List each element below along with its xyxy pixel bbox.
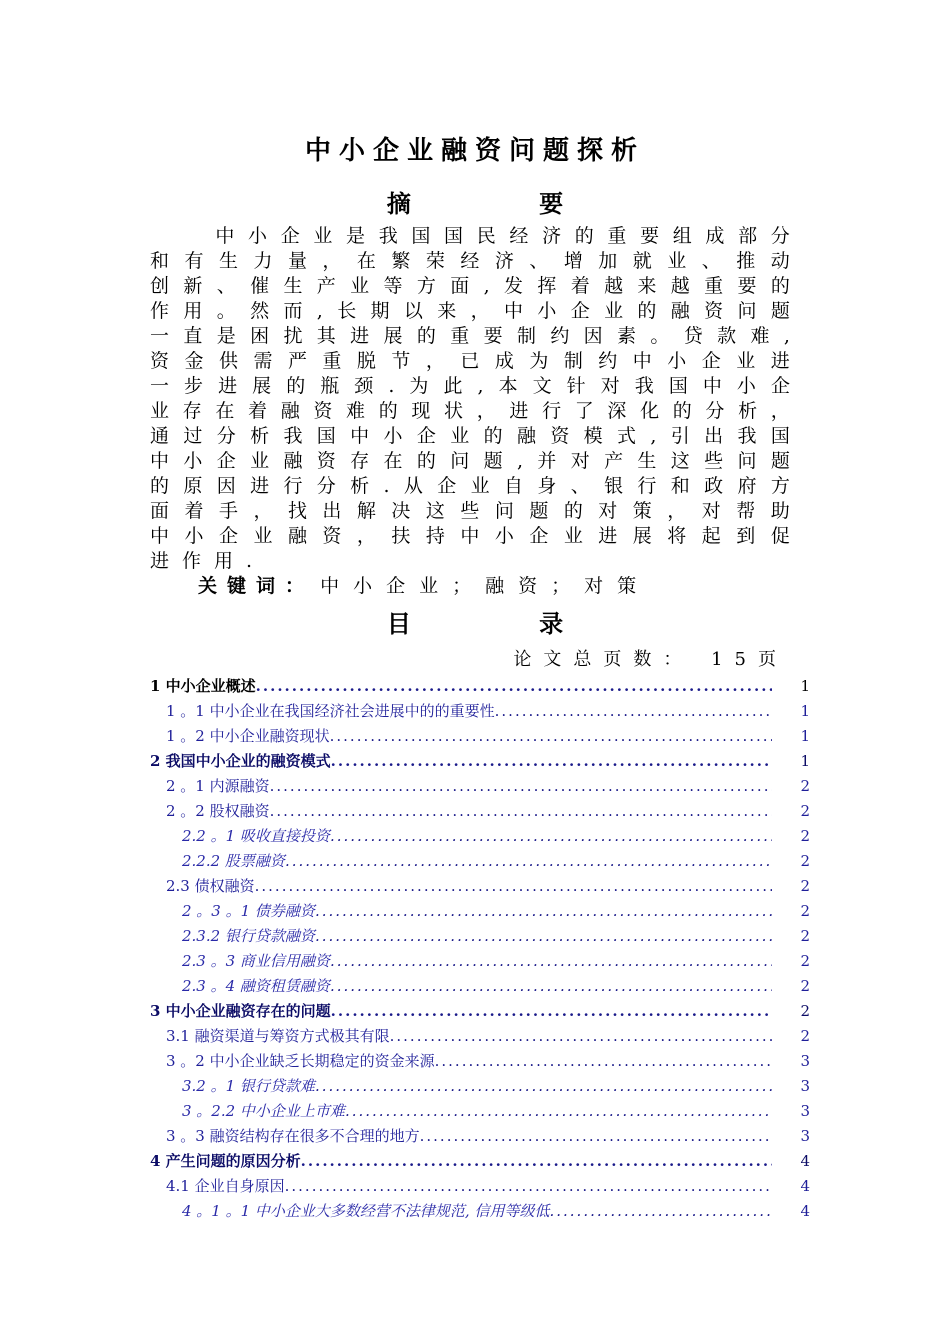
- toc-entry-title: 2.3 。4 融资租赁融资: [182, 977, 330, 995]
- toc-entry-page: 4: [800, 1152, 810, 1170]
- toc-entry-title: 2 。3 。1 债券融资: [182, 902, 315, 920]
- toc-entry-title: 3 。2 中小企业缺乏长期稳定的资金来源: [166, 1052, 435, 1070]
- toc-entry-title: 2.3.2 银行贷款融资: [182, 927, 315, 945]
- toc-entry-title: 2.2 。1 吸收直接投资: [182, 827, 330, 845]
- toc-entry-page: 2: [800, 952, 810, 970]
- toc-entry-page: 2: [800, 777, 810, 795]
- toc-leader-dots: [285, 849, 772, 874]
- toc-entry-title: 4 产生问题的原因分析: [150, 1152, 301, 1170]
- toc-entry[interactable]: [150, 1099, 810, 1124]
- total-pages: 论文总页数： 15页: [513, 649, 788, 670]
- toc-leader-dots: [270, 774, 772, 799]
- toc-entry[interactable]: [150, 699, 810, 724]
- toc-entry[interactable]: [150, 1199, 810, 1224]
- toc-leader-dots: [435, 1049, 772, 1074]
- toc-leader-dots: [301, 1149, 772, 1174]
- toc-entry[interactable]: [150, 1174, 810, 1199]
- toc-leader-dots: [331, 999, 772, 1024]
- toc-entry[interactable]: [150, 974, 810, 999]
- toc-leader-dots: [315, 1074, 772, 1099]
- abstract-line: 进 作 用 .: [150, 550, 266, 572]
- toc-leader-dots: [331, 749, 772, 774]
- keywords-line: [198, 572, 650, 600]
- abstract-line: 作 用 。 然 而 , 长 期 以 来 ， 中 小 企 业 的 融 资 问 题: [150, 300, 790, 322]
- toc-entry[interactable]: [150, 849, 810, 874]
- abstract-line: 一 直 是 困 扰 其 进 展 的 重 要 制 约 因 素 。 贷 款 难 ,: [150, 325, 790, 347]
- toc-entry-page: 3: [800, 1052, 810, 1070]
- keywords-value: 中小企业；融资；对策: [320, 575, 651, 597]
- toc-leader-dots: [315, 924, 772, 949]
- toc-entry-page: 2: [800, 902, 810, 920]
- toc-entry[interactable]: [150, 674, 810, 699]
- toc-entry-page: 2: [800, 927, 810, 945]
- toc-entry-page: 2: [800, 1002, 810, 1020]
- toc-entry-title: 4 。1 。1 中小企业大多数经营不法律规范, 信用等级低: [182, 1202, 550, 1220]
- toc-entry-title: 3 。2.2 中小企业上市难: [182, 1102, 345, 1120]
- toc-entry-title: 2.3 债权融资: [166, 877, 255, 895]
- toc-leader-dots: [270, 799, 772, 824]
- toc-entry-title: 4.1 企业自身原因: [166, 1177, 285, 1195]
- toc-entry-title: 3 。3 融资结构存在很多不合理的地方: [166, 1127, 420, 1145]
- toc-entry[interactable]: [150, 1024, 810, 1049]
- abstract-line: 中 小 企 业 是 我 国 国 民 经 济 的 重 要 组 成 部 分: [215, 225, 790, 247]
- toc-entry-page: 2: [800, 1027, 810, 1045]
- toc-entry[interactable]: [150, 899, 810, 924]
- keywords-label: 关键词：: [198, 575, 315, 597]
- toc-entry[interactable]: [150, 1124, 810, 1149]
- toc-leader-dots: [315, 899, 772, 924]
- toc-entry[interactable]: [150, 1049, 810, 1074]
- toc-entry-page: 1: [800, 752, 810, 770]
- toc-entry-page: 2: [800, 977, 810, 995]
- toc-entry-title: 3.1 融资渠道与筹资方式极其有限: [166, 1027, 390, 1045]
- toc-entry-page: 1: [800, 677, 810, 695]
- abstract-line: 一 步 进 展 的 瓶 颈 . 为 此 , 本 文 针 对 我 国 中 小 企: [150, 375, 790, 397]
- abstract-line: 中 小 企 业 融 资 存 在 的 问 题 , 并 对 产 生 这 些 问 题: [150, 450, 790, 472]
- toc-entry-title: 3.2 。1 银行贷款难: [182, 1077, 315, 1095]
- toc-entry-page: 1: [800, 727, 810, 745]
- toc-leader-dots: [256, 674, 772, 699]
- toc-entry-title: 2.3 。3 商业信用融资: [182, 952, 330, 970]
- toc-entry-page: 4: [800, 1177, 810, 1195]
- toc-entry-page: 2: [800, 877, 810, 895]
- toc-entry-page: 3: [800, 1127, 810, 1145]
- toc-leader-dots: [285, 1174, 772, 1199]
- toc-entry[interactable]: [150, 749, 810, 774]
- toc-heading: 目 录: [386, 609, 624, 638]
- abstract-line: 面 着 手 ， 找 出 解 决 这 些 问 题 的 对 策 ， 对 帮 助: [150, 500, 790, 522]
- toc-entry-page: 2: [800, 852, 810, 870]
- abstract-line: 资 金 供 需 严 重 脱 节 ， 已 成 为 制 约 中 小 企 业 进: [150, 350, 790, 372]
- abstract-line: 通 过 分 析 我 国 中 小 企 业 的 融 资 模 式 , 引 出 我 国: [150, 425, 790, 447]
- document-title: 中小企业融资问题探析: [304, 136, 645, 166]
- abstract-line: 的 原 因 进 行 分 析 . 从 企 业 自 身 、 银 行 和 政 府 方: [150, 475, 790, 497]
- toc-leader-dots: [330, 724, 772, 749]
- abstract-line: 创 新 、 催 生 产 业 等 方 面 , 发 挥 着 越 来 越 重 要 的: [150, 275, 790, 297]
- toc-entry-title: 3 中小企业融资存在的问题: [150, 1002, 331, 1020]
- toc-entry[interactable]: [150, 874, 810, 899]
- abstract-paragraph: [150, 224, 790, 574]
- toc-leader-dots: [420, 1124, 772, 1149]
- toc-entry-title: 1 。2 中小企业融资现状: [166, 727, 330, 745]
- toc-entry[interactable]: [150, 999, 810, 1024]
- toc-entry-page: 3: [800, 1077, 810, 1095]
- abstract-heading: 摘 要: [386, 189, 624, 218]
- toc-entry-page: 1: [800, 702, 810, 720]
- toc-entry-page: 2: [800, 802, 810, 820]
- toc-leader-dots: [549, 1199, 772, 1224]
- toc-entry[interactable]: [150, 799, 810, 824]
- toc-leader-dots: [345, 1099, 772, 1124]
- table-of-contents: [150, 674, 810, 1224]
- toc-entry[interactable]: [150, 774, 810, 799]
- toc-entry-title: 2 。1 内源融资: [166, 777, 270, 795]
- toc-leader-dots: [330, 974, 772, 999]
- toc-entry-page: 4: [800, 1202, 810, 1220]
- toc-leader-dots: [255, 874, 772, 899]
- toc-entry[interactable]: [150, 824, 810, 849]
- toc-entry-title: 1 中小企业概述: [150, 677, 256, 695]
- toc-entry[interactable]: [150, 924, 810, 949]
- toc-leader-dots: [330, 949, 772, 974]
- toc-entry-title: 2.2.2 股票融资: [182, 852, 285, 870]
- abstract-line: 业 存 在 着 融 资 难 的 现 状 ， 进 行 了 深 化 的 分 析 ，: [150, 400, 790, 422]
- toc-leader-dots: [330, 824, 772, 849]
- toc-entry[interactable]: [150, 949, 810, 974]
- abstract-line: 和 有 生 力 量 ， 在 繁 荣 经 济 、 增 加 就 业 、 推 动: [150, 250, 790, 272]
- toc-leader-dots: [495, 699, 772, 724]
- toc-entry[interactable]: [150, 1074, 810, 1099]
- toc-leader-dots: [390, 1024, 772, 1049]
- toc-entry-page: 3: [800, 1102, 810, 1120]
- toc-entry-title: 2 我国中小企业的融资模式: [150, 752, 331, 770]
- toc-entry-page: 2: [800, 827, 810, 845]
- toc-entry[interactable]: [150, 1149, 810, 1174]
- toc-entry-title: 2 。2 股权融资: [166, 802, 270, 820]
- abstract-line: 中 小 企 业 融 资 ， 扶 持 中 小 企 业 进 展 将 起 到 促: [150, 525, 790, 547]
- toc-entry[interactable]: [150, 724, 810, 749]
- toc-entry-title: 1 。1 中小企业在我国经济社会进展中的的重要性: [166, 702, 495, 720]
